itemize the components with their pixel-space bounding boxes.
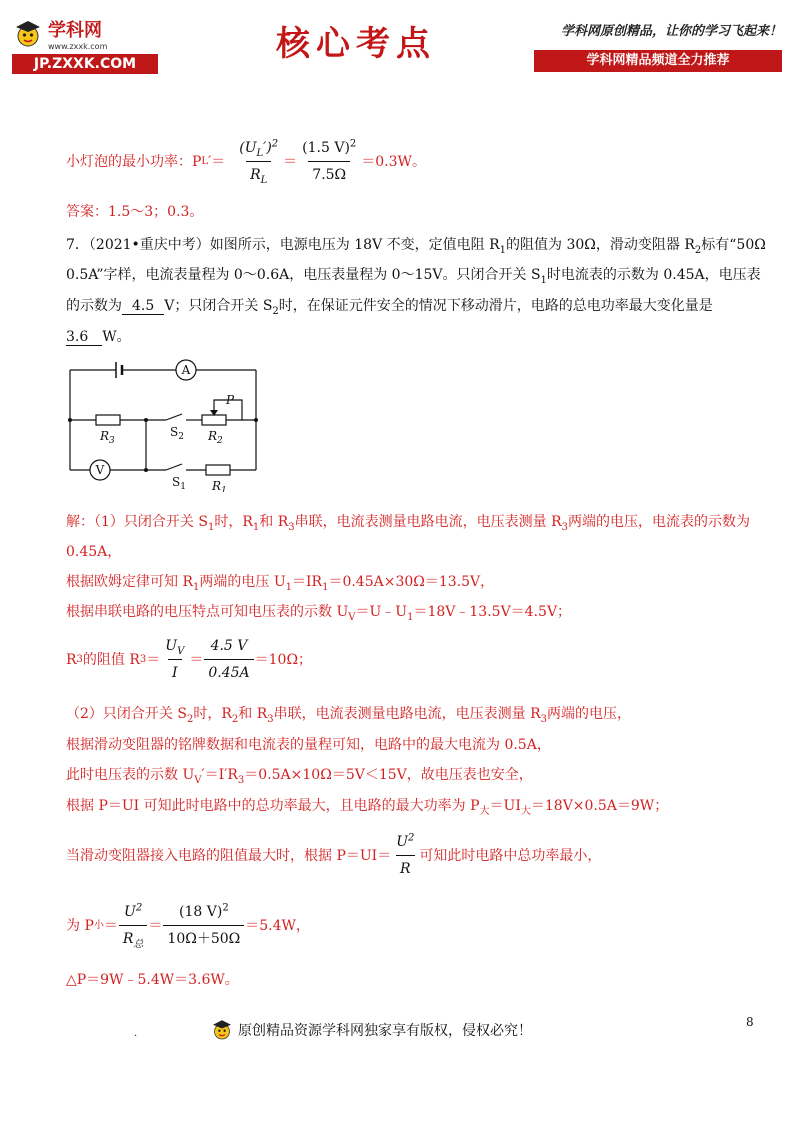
voltmeter-label: V	[95, 463, 105, 477]
mascot-icon	[210, 1018, 234, 1042]
frac1-num: (U	[239, 140, 257, 156]
q-l2a: 0.5A”字样，电流表量程为 0～0.6A，电压表量程为 0～15V。只闭合开关 S	[66, 267, 541, 283]
logo-brand-name: 学科网	[48, 20, 102, 41]
s-l1s2: 1	[252, 521, 260, 533]
logo-domain-banner: JP.ZXXK.COM	[12, 54, 158, 74]
solution-line-5: R 3 的阻值 R 3 ＝ $\frac{U_V}{I}$ ＝ $\frac{4.5 V}{0.45A}$ ＝10Ω；	[66, 638, 313, 681]
q-l1a: （2021•重庆中考）如图所示，电源电压为 18V 不变，定值电阻 R	[88, 237, 500, 253]
s-l5-f1d: I	[168, 659, 182, 683]
s-l5a: R	[66, 651, 77, 668]
s-l3a: 根据欧姆定律可知 R	[66, 574, 193, 590]
s-l1s4: 3	[561, 521, 568, 533]
footer-text: 原创精品资源学科网独家享有版权，侵权必究！	[238, 1023, 532, 1039]
slider-label: P	[226, 393, 235, 407]
s-l5-f2d: 0.45A	[204, 659, 253, 683]
header-title: 核心考点	[276, 24, 436, 64]
s-l3d: ＝0.45A×30Ω＝13.5V，	[328, 574, 495, 590]
s-l9a: 根据 P＝UI 可知此时电路中的总功率最大，且电路的最大功率为 P	[66, 798, 480, 814]
s-l9c: ＝18V×0.5A＝9W；	[530, 798, 669, 814]
s-l1a: 解：（1）只闭合开关 S	[66, 514, 208, 530]
q-l3b: V；只闭合开关 S	[164, 298, 273, 314]
min-power-result: ＝0.3W。	[361, 153, 426, 170]
q-l3a: 的示数为	[66, 298, 122, 314]
s-l6s2: 2	[231, 713, 239, 725]
r3-label: $R_3$	[100, 429, 115, 446]
s-l5-f2n: 4.5 V	[210, 638, 248, 654]
s-l5-eq: ＝	[189, 651, 204, 668]
s-l5c: ＝	[146, 651, 161, 668]
frac2-num: (1.5 V)	[302, 140, 350, 156]
s-l10-fs: 2	[408, 832, 415, 844]
fraction-uv-i	[161, 636, 188, 683]
question-line-4	[66, 327, 131, 347]
solution-line-12: △P＝9W﹣5.4W＝3.6W。	[66, 972, 239, 988]
mascot-icon	[12, 18, 44, 50]
junction-dot-icon	[144, 468, 148, 472]
solution-line-10	[66, 832, 601, 879]
s-l6d: 串联，电流表测量电路电流，电压表测量 R	[273, 706, 541, 722]
solution-line-1	[66, 512, 750, 532]
s-l9b: ＝UI	[489, 798, 521, 814]
resistor-r1-icon	[206, 465, 230, 475]
s-l8s2: 3	[237, 774, 245, 786]
footer-copyright	[210, 1018, 532, 1042]
s-l10-fd: R	[396, 855, 415, 879]
frac1-den: R	[250, 167, 261, 183]
s-l9s2: 大	[520, 805, 531, 817]
s-l11-f1ds: 总	[133, 938, 144, 950]
footer-dot: .	[134, 1028, 138, 1039]
s-l11-eq: ＝	[148, 917, 163, 934]
q-l2s: 1	[540, 274, 547, 286]
s-l9s1: 大	[479, 805, 490, 817]
s-l11-f1s: 2	[135, 902, 143, 914]
frac2-sup: 2	[349, 138, 357, 150]
voltmeter-icon	[90, 460, 110, 480]
circuit-diagram	[60, 352, 270, 492]
s-l8a: 此时电压表的示数 U	[66, 767, 195, 783]
question-number: 7．	[66, 237, 89, 253]
frac1-num-tail: ′)	[263, 140, 272, 156]
s-l5d: ＝10Ω；	[254, 651, 313, 668]
s-l4c: ＝18V﹣13.5V＝4.5V；	[413, 604, 572, 620]
solution-line-11: 为 P 小 ＝ $\frac{U^2}{R_总}$ ＝ $\frac{(18 V)^2}{10\Omega+50\Omega}$ ＝5.4W，	[66, 902, 310, 950]
s-l3c: ＝IR	[292, 574, 323, 590]
header-logo	[12, 16, 107, 51]
question-line-3	[66, 296, 713, 316]
s-l5-f1n: U	[165, 638, 178, 654]
s-l6a: （2）只闭合开关 S	[66, 706, 187, 722]
s-l4s2: 1	[407, 611, 414, 623]
s-l1b: 时，R	[214, 514, 253, 530]
solution-line-8	[66, 765, 533, 785]
s-l10b: 可知此时电路中总功率最小，	[419, 847, 602, 864]
fraction-u2-r	[392, 832, 418, 879]
question-line-1	[66, 235, 766, 255]
q-l1b: 的阻值为 30Ω，滑动变阻器 R	[506, 237, 695, 253]
s-l4b: ＝U﹣U	[355, 604, 408, 620]
q-l1s1: 1	[499, 244, 506, 256]
ammeter-icon	[176, 360, 196, 380]
min-power-formula: 小灯泡的最小功率：P L ′＝ $\frac{(U_L')^2}{R_L}$ ＝ $\frac{(1.5 V)^2}{7.5\Omega}$ ＝0.3W。	[66, 138, 426, 186]
fraction-18v-sq	[163, 902, 244, 949]
frac1-sup: 2	[271, 138, 279, 150]
s-l1d: 串联，电流表测量电路电流，电压表测量 R	[294, 514, 562, 530]
min-power-label: 小灯泡的最小功率：P	[66, 153, 202, 170]
q-l3c: 时，在保证元件安全的情况下移动滑片，电路的总电功率最大变化量是	[278, 298, 713, 314]
resistor-r3-icon	[96, 415, 120, 425]
q-l3s: 2	[272, 305, 279, 317]
solution-line-3	[66, 572, 494, 592]
r1-label: $R_1$	[212, 479, 227, 492]
s-l11-f2n: (18 V)	[179, 904, 223, 920]
resistor-r2-icon	[202, 415, 226, 425]
s-l4a: 根据串联电路的电压特点可知电压表的示数 U	[66, 604, 349, 620]
frac2-den: 7.5Ω	[308, 161, 350, 185]
frac1-num-sub: L	[256, 147, 264, 159]
min-power-prime: ′＝	[208, 153, 226, 170]
s-l5-f1ns: V	[177, 645, 185, 657]
answer-line: 答案：1.5～3；0.3。	[66, 204, 204, 220]
s-l3b: 两端的电压 U	[199, 574, 286, 590]
s-l11c: ＝5.4W，	[245, 917, 310, 934]
solution-line-6	[66, 704, 631, 724]
s-l8s1: V	[194, 774, 202, 786]
s-l3s3: 1	[322, 581, 329, 593]
s-l1s3: 3	[288, 521, 295, 533]
header-channel-banner: 学科网精品频道全力推荐	[534, 50, 782, 72]
q-l2b: 时电流表的示数为 0.45A，电压表	[546, 267, 761, 283]
logo-url: www.zxxk.com	[48, 42, 108, 51]
s-l10-fn: U	[396, 834, 409, 850]
s-l11a: 为 P	[66, 917, 94, 934]
s-l1s1: 1	[207, 521, 215, 533]
battery-icon	[116, 362, 122, 378]
fraction-4-5v	[204, 636, 253, 683]
s-l11-f2s: 2	[222, 902, 229, 914]
r2-label: $R_2$	[208, 429, 223, 446]
s-l3s2: 1	[285, 581, 292, 593]
s-l8b: ′＝I′R	[201, 767, 238, 783]
fraction-u2-rtotal	[119, 902, 148, 949]
fraction-ul-rl	[235, 138, 282, 185]
s-l11-f1d: R	[122, 931, 134, 947]
junction-dot-icon	[144, 418, 148, 422]
solution-line-2: 0.45A，	[66, 544, 122, 560]
q-l4b: W。	[102, 329, 131, 345]
q-l1s2: 2	[694, 244, 702, 256]
s-l1c: 和 R	[259, 514, 289, 530]
ammeter-label: A	[181, 363, 191, 377]
answer-blank-1: 4.5	[122, 298, 164, 315]
question-line-2	[66, 265, 761, 285]
s-l3s1: 1	[193, 581, 200, 593]
header-slogan: 学科网原创精品，让你的学习飞起来！	[560, 24, 782, 39]
junction-dot-icon	[254, 418, 258, 422]
s-l6s4: 3	[540, 713, 547, 725]
s1-label: $S_1$	[172, 475, 186, 492]
s-l11b: ＝	[103, 917, 118, 934]
s-l8c: ＝0.5A×10Ω＝5V＜15V，故电压表也安全，	[244, 767, 533, 783]
s-l11-f2d: 10Ω＋50Ω	[163, 925, 244, 949]
s-l6s3: 3	[267, 713, 274, 725]
page-number: 8	[746, 1015, 754, 1029]
solution-line-9	[66, 796, 668, 816]
s-l11-f1n: U	[124, 904, 136, 920]
s-l6s1: 2	[186, 713, 194, 725]
s-l5b: 的阻值 R	[82, 651, 140, 668]
fraction-1-5v	[298, 138, 360, 185]
s2-label: $S_2$	[170, 425, 184, 442]
s-l1e: 两端的电压，电流表的示数为	[568, 514, 750, 530]
solution-line-4	[66, 602, 571, 622]
s-l10a: 当滑动变阻器接入电路的阻值最大时，根据 P＝UI＝	[66, 847, 392, 864]
solution-line-7: 根据滑动变阻器的铭牌数据和电流表的量程可知，电路中的最大电流为 0.5A，	[66, 737, 551, 753]
q-l1c: 标有“50Ω	[701, 237, 766, 253]
frac-equals: ＝	[283, 153, 298, 170]
junction-dot-icon	[68, 418, 72, 422]
frac1-den-sub: L	[260, 174, 268, 186]
answer-blank-2: 3.6	[66, 329, 102, 346]
s-l6b: 时，R	[193, 706, 232, 722]
s-l6c: 和 R	[238, 706, 268, 722]
s-l6e: 两端的电压，	[547, 706, 631, 722]
s-l4s1: V	[348, 611, 356, 623]
